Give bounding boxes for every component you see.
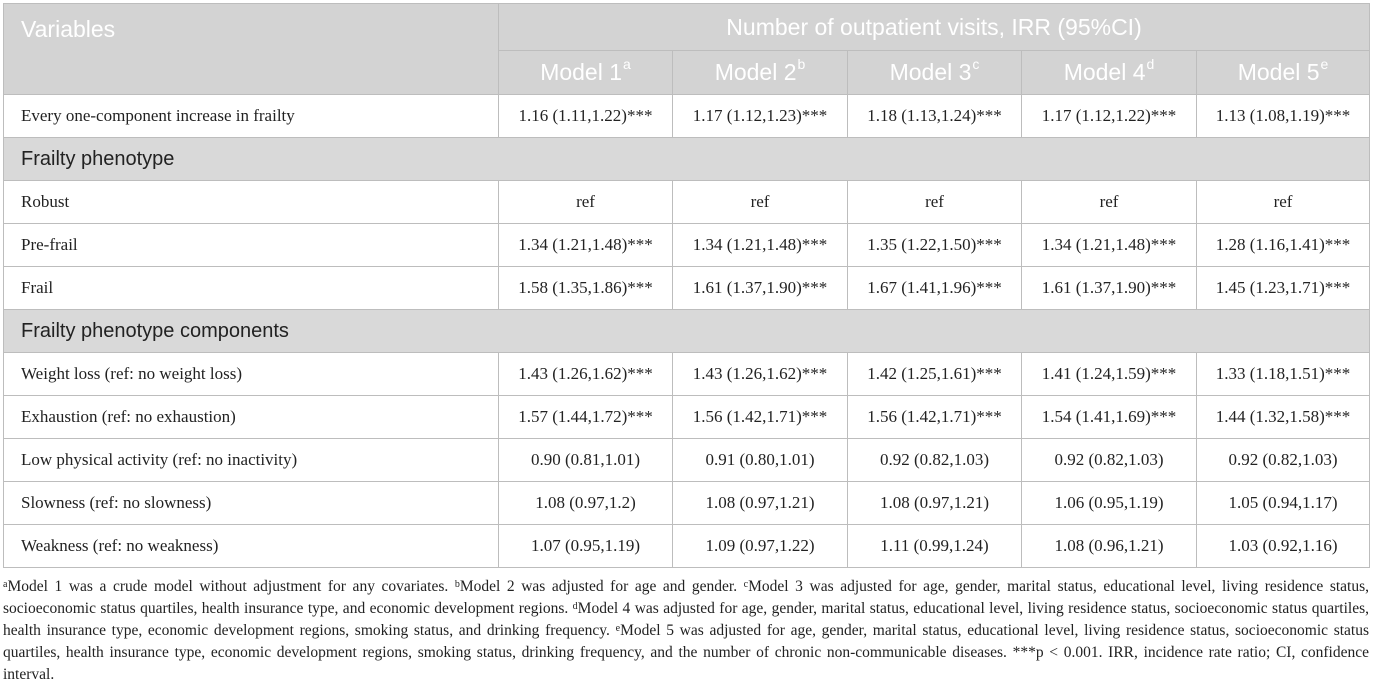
cell-value: 1.58 (1.35,1.86)***	[499, 267, 673, 310]
header-model-sup: b	[797, 56, 806, 72]
row-label: Pre-frail	[4, 224, 499, 267]
cell-value: 1.56 (1.42,1.71)***	[673, 396, 848, 439]
footnote-marker: b	[454, 579, 460, 590]
section-label: Frailty phenotype components	[4, 310, 1370, 353]
header-model-4	[1022, 51, 1197, 95]
row-label: Weight loss (ref: no weight loss)	[4, 353, 499, 396]
cell-value: 1.16 (1.11,1.22)***	[499, 95, 673, 138]
cell-value: 1.57 (1.44,1.72)***	[499, 396, 673, 439]
table-footnote	[3, 576, 1369, 686]
cell-value: 0.91 (0.80,1.01)	[673, 439, 848, 482]
cell-value: 1.03 (0.92,1.16)	[1197, 525, 1370, 568]
cell-value: 1.44 (1.32,1.58)***	[1197, 396, 1370, 439]
cell-value: 1.08 (0.96,1.21)	[1022, 525, 1197, 568]
footnote-tail: ***p < 0.001. IRR, incidence rate ratio; CI, confidence interval.	[3, 644, 1370, 683]
cell-value: 0.90 (0.81,1.01)	[499, 439, 673, 482]
footnote-text: Model 4 was adjusted for age, gender, marital status, educational level, living residence status, socioeconomic status quartiles, health insurance type, economic development regions, smoking status, and drinking frequency.	[3, 600, 1370, 639]
cell-value: 0.92 (0.82,1.03)	[1197, 439, 1370, 482]
header-model-5	[1197, 51, 1370, 95]
cell-value: 1.61 (1.37,1.90)***	[1022, 267, 1197, 310]
cell-value: 1.13 (1.08,1.19)***	[1197, 95, 1370, 138]
cell-value: 1.33 (1.18,1.51)***	[1197, 353, 1370, 396]
cell-value: 1.34 (1.21,1.48)***	[1022, 224, 1197, 267]
cell-value: 1.35 (1.22,1.50)***	[848, 224, 1022, 267]
cell-value: 1.09 (0.97,1.22)	[673, 525, 848, 568]
table-row	[4, 353, 1370, 396]
table-row	[4, 482, 1370, 525]
cell-value: 1.05 (0.94,1.17)	[1197, 482, 1370, 525]
header-model-label: Model 2	[714, 59, 797, 85]
footnote-text: Model 1 was a crude model without adjustment for any covariates.	[7, 578, 449, 595]
row-label: Frail	[4, 267, 499, 310]
table-row	[4, 525, 1370, 568]
cell-value: 1.08 (0.97,1.2)	[499, 482, 673, 525]
header-model-label: Model 3	[889, 59, 972, 85]
cell-value: 1.43 (1.26,1.62)***	[673, 353, 848, 396]
table-row	[4, 224, 1370, 267]
footnote-marker: a	[3, 579, 8, 590]
header-model-label: Model 5	[1237, 59, 1320, 85]
row-label: Exhaustion (ref: no exhaustion)	[4, 396, 499, 439]
cell-value: 1.43 (1.26,1.62)***	[499, 353, 673, 396]
header-group: Number of outpatient visits, IRR (95%CI)	[499, 4, 1370, 51]
cell-value: 1.06 (0.95,1.19)	[1022, 482, 1197, 525]
header-model-1	[499, 51, 673, 95]
row-label: Weakness (ref: no weakness)	[4, 525, 499, 568]
footnote-text: Model 5 was adjusted for age, gender, marital status, educational level, living residence status, socioeconomic status quartiles, health insurance type, economic development regions, smoking status, drinking frequency, and the number of chronic non-communicable diseases.	[3, 622, 1370, 661]
row-label: Every one-component increase in frailty	[4, 95, 499, 138]
footnote-marker: c	[743, 579, 749, 590]
cell-value: 1.54 (1.41,1.69)***	[1022, 396, 1197, 439]
row-label: Slowness (ref: no slowness)	[4, 482, 499, 525]
cell-value: 1.56 (1.42,1.71)***	[848, 396, 1022, 439]
cell-value: ref	[499, 181, 673, 224]
footnote-text: Model 2 was adjusted for age and gender.	[459, 578, 738, 595]
header-model-sup: d	[1146, 56, 1155, 72]
header-model-label: Model 4	[1063, 59, 1146, 85]
cell-value: 1.28 (1.16,1.41)***	[1197, 224, 1370, 267]
footnote-text: Model 3 was adjusted for age, gender, marital status, educational level, living residence status, socioeconomic status quartiles, health insurance type, and economic development regions.	[3, 578, 1370, 617]
header-model-sup: a	[623, 56, 631, 72]
cell-value: 1.42 (1.25,1.61)***	[848, 353, 1022, 396]
section-label: Frailty phenotype	[4, 138, 1370, 181]
header-model-label: Model 1	[540, 59, 623, 85]
cell-value: 1.34 (1.21,1.48)***	[499, 224, 673, 267]
footnote-marker: e	[615, 623, 621, 634]
row-label: Robust	[4, 181, 499, 224]
header-model-2	[673, 51, 848, 95]
cell-value: 1.17 (1.12,1.23)***	[673, 95, 848, 138]
table-row	[4, 396, 1370, 439]
table-row	[4, 439, 1370, 482]
cell-value: 1.18 (1.13,1.24)***	[848, 95, 1022, 138]
cell-value: 0.92 (0.82,1.03)	[848, 439, 1022, 482]
cell-value: 1.08 (0.97,1.21)	[848, 482, 1022, 525]
table-row	[4, 181, 1370, 224]
cell-value: 1.41 (1.24,1.59)***	[1022, 353, 1197, 396]
header-variables: Variables	[4, 4, 499, 95]
cell-value: ref	[848, 181, 1022, 224]
header-model-sup: c	[972, 56, 980, 72]
cell-value: 1.07 (0.95,1.19)	[499, 525, 673, 568]
section-row	[4, 310, 1370, 353]
row-label: Low physical activity (ref: no inactivity)	[4, 439, 499, 482]
cell-value: 1.61 (1.37,1.90)***	[673, 267, 848, 310]
cell-value: 1.45 (1.23,1.71)***	[1197, 267, 1370, 310]
cell-value: ref	[1197, 181, 1370, 224]
table-row	[4, 95, 1370, 138]
header-model-sup: e	[1320, 56, 1329, 72]
header-model-3	[848, 51, 1022, 95]
section-row	[4, 138, 1370, 181]
cell-value: ref	[1022, 181, 1197, 224]
table-row	[4, 267, 1370, 310]
cell-value: ref	[673, 181, 848, 224]
irr-table	[3, 3, 1370, 568]
cell-value: 1.67 (1.41,1.96)***	[848, 267, 1022, 310]
footnote-marker: d	[572, 601, 578, 612]
cell-value: 1.08 (0.97,1.21)	[673, 482, 848, 525]
table-container	[3, 3, 1369, 686]
cell-value: 1.17 (1.12,1.22)***	[1022, 95, 1197, 138]
cell-value: 1.34 (1.21,1.48)***	[673, 224, 848, 267]
cell-value: 0.92 (0.82,1.03)	[1022, 439, 1197, 482]
cell-value: 1.11 (0.99,1.24)	[848, 525, 1022, 568]
